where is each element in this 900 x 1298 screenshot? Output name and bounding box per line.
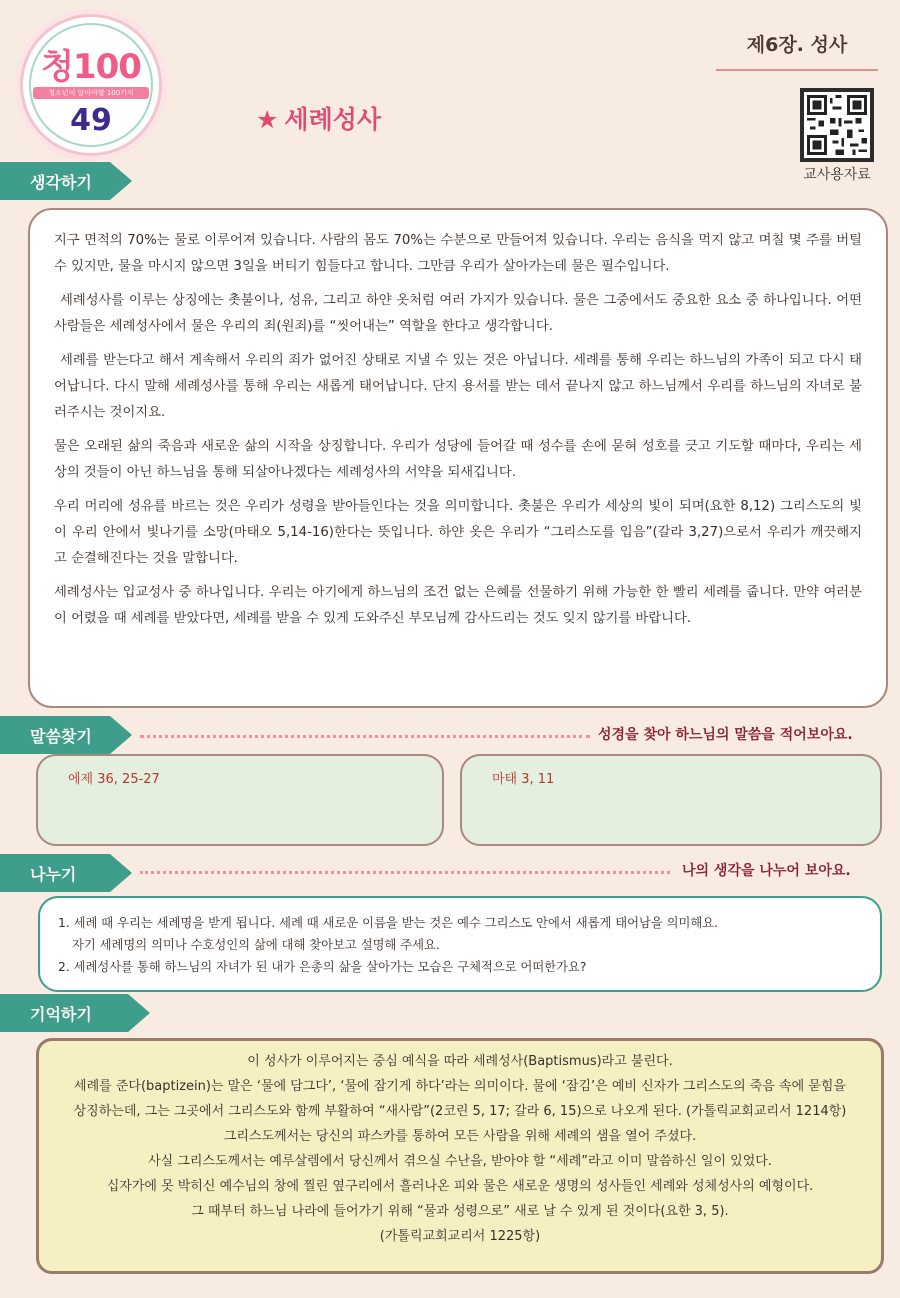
think-paragraph: 세례성사는 입교성사 중 하나입니다. 우리는 아기에게 하느님의 조건 없는 은혜를 선물하기 위해 가능한 한 빨리 세례를 줍니다. 만약 여러분이 어렸을 때 세례를 받았다면, 세례를 받을 수 있게 도와주신 부모님께 감사드리는 것도 잊지 않기를 바랍니다. — [54, 585, 862, 626]
memory-line: 상징하는데, 그는 그곳에서 그리스도와 함께 부활하여 “새사람”(2코린 5, 17; 갈라 6, 15)으로 나오게 된다. (가톨릭교회교리서 1214항) — [73, 1104, 847, 1119]
share-question: 자기 세례명의 의미나 수호성인의 삶에 대해 찾아보고 설명해 주세요. — [72, 938, 440, 952]
word-box-2[interactable] — [460, 754, 882, 846]
memory-line: 그 때부터 하느님 나라에 들어가기 위해 “물과 성령으로” 새로 날 수 있게 된 것이다(요한 3, 5). — [191, 1204, 729, 1219]
lesson-number: 49 — [70, 103, 112, 138]
logo-subtitle: 청소년이 알아야할 100가지 — [33, 87, 149, 99]
chapter-label: 제6장. 성사 — [716, 30, 878, 71]
section-tab-share: 나누기 — [0, 854, 110, 892]
logo-title: 청100 — [41, 47, 141, 87]
think-paragraph: 우리 머리에 성유를 바르는 것은 우리가 성령을 받아들인다는 것을 의미합니다. 촛불은 우리가 세상의 빛이 되며(요한 8,12) 그리스도의 빛이 우리 안에서 빛나기를 소망(마태오 5,14-16)한다는 뜻입니다. 하얀 옷은 우리가 “그리스도를 입음”(갈라 3,27)으로서 우리가 깨끗해지고 순결해진다는 것을 말합니다. — [54, 499, 862, 566]
think-content-box — [28, 208, 888, 708]
section-tab-memory: 기억하기 — [0, 994, 128, 1032]
memory-line: 이 성사가 이루어지는 중심 예식을 따라 세례성사(Baptismus)라고 불린다. — [247, 1054, 673, 1069]
share-hint: 나의 생각을 나누어 보아요. — [682, 863, 851, 879]
think-paragraph: 세례를 받는다고 해서 계속해서 우리의 죄가 없어진 상태로 지낼 수 있는 것은 아닙니다. 세례를 통해 우리는 하느님의 가족이 되고 다시 태어납니다. 다시 말해 세례성사를 통해 우리는 새롭게 태어납니다. 단지 용서를 받는 데서 끝나지 않고 하느님께서 우리를 하느님의 자녀로 불러주시는 것이지요. — [54, 353, 862, 420]
series-logo — [20, 14, 162, 156]
page-title — [256, 100, 381, 136]
qr-label: 교사용자료 — [803, 167, 871, 183]
share-question: 1. 세례 때 우리는 세례명을 받게 됩니다. 세례 때 새로운 이름을 받는 것은 예수 그리스도 안에서 새롭게 태어남을 의미해요. — [58, 916, 719, 930]
think-paragraph: 물은 오래된 삶의 죽음과 새로운 삶의 시작을 상징합니다. 우리가 성당에 들어갈 때 성수를 손에 묻혀 성호를 긋고 기도할 때마다, 우리는 세상의 것들이 아닌 하느님을 통해 되살아나겠다는 세례성사의 서약을 되새깁니다. — [54, 439, 862, 480]
dotted-divider — [140, 735, 590, 738]
section-tab-think: 생각하기 — [0, 162, 110, 200]
memory-line: 십자가에 못 박히신 예수님의 창에 찔린 옆구리에서 흘러나온 피와 물은 새로운 생명의 성사들인 세례와 성체성사의 예형이다. — [106, 1179, 814, 1194]
think-paragraph: 지구 면적의 70%는 물로 이루어져 있습니다. 사람의 몸도 70%는 수분으로 만들어져 있습니다. 우리는 음식을 먹지 않고 며칠 몇 주를 버틸 수 있지만, 물을 마시지 않으면 3일을 버티기 힘들다고 합니다. 그만큼 우리가 살아가는데 물은 필수입니다. — [54, 233, 862, 274]
memory-line: 그리스도께서는 당신의 파스카를 통하여 모든 사람을 위해 세례의 샘을 열어 주셨다. — [223, 1129, 697, 1144]
scripture-ref: 마태 3, 11 — [492, 772, 555, 787]
share-question: 2. 세례성사를 통해 하느님의 자녀가 된 내가 은총의 삶을 살아가는 모습은 구체적으로 어떠한가요? — [58, 960, 587, 974]
word-hint: 성경을 찾아 하느님의 말씀을 적어보아요. — [598, 727, 853, 743]
share-content-box — [38, 896, 882, 992]
qr-code-icon[interactable] — [800, 88, 874, 162]
page-title-text: 세례성사 — [284, 105, 382, 134]
memory-line: 사실 그리스도께서는 예루살렘에서 당신께서 겪으실 수난을, 받아야 할 “세례”라고 이미 말씀하신 일이 있었다. — [148, 1154, 772, 1169]
dotted-divider — [140, 871, 670, 874]
memory-content-box — [36, 1038, 884, 1274]
star-icon: ★ — [256, 105, 279, 134]
scripture-ref: 에제 36, 25-27 — [68, 772, 160, 787]
memory-line: 세례를 준다(baptizein)는 말은 ‘물에 담그다’, ‘물에 잠기게 하다’라는 의미이다. 물에 ‘잠김’은 예비 신자가 그리스도의 죽음 속에 묻힘을 — [74, 1079, 846, 1094]
think-paragraph: 세례성사를 이루는 상징에는 촛불이나, 성유, 그리고 하얀 옷처럼 여러 가지가 있습니다. 물은 그중에서도 중요한 요소 중 하나입니다. 어떤 사람들은 세례성사에서 물은 우리의 죄(원죄)를 “씻어내는” 역할을 한다고 생각합니다. — [54, 293, 862, 334]
word-box-1[interactable] — [36, 754, 444, 846]
memory-line: (가톨릭교회교리서 1225항) — [379, 1229, 541, 1244]
section-tab-word: 말씀찾기 — [0, 716, 110, 754]
